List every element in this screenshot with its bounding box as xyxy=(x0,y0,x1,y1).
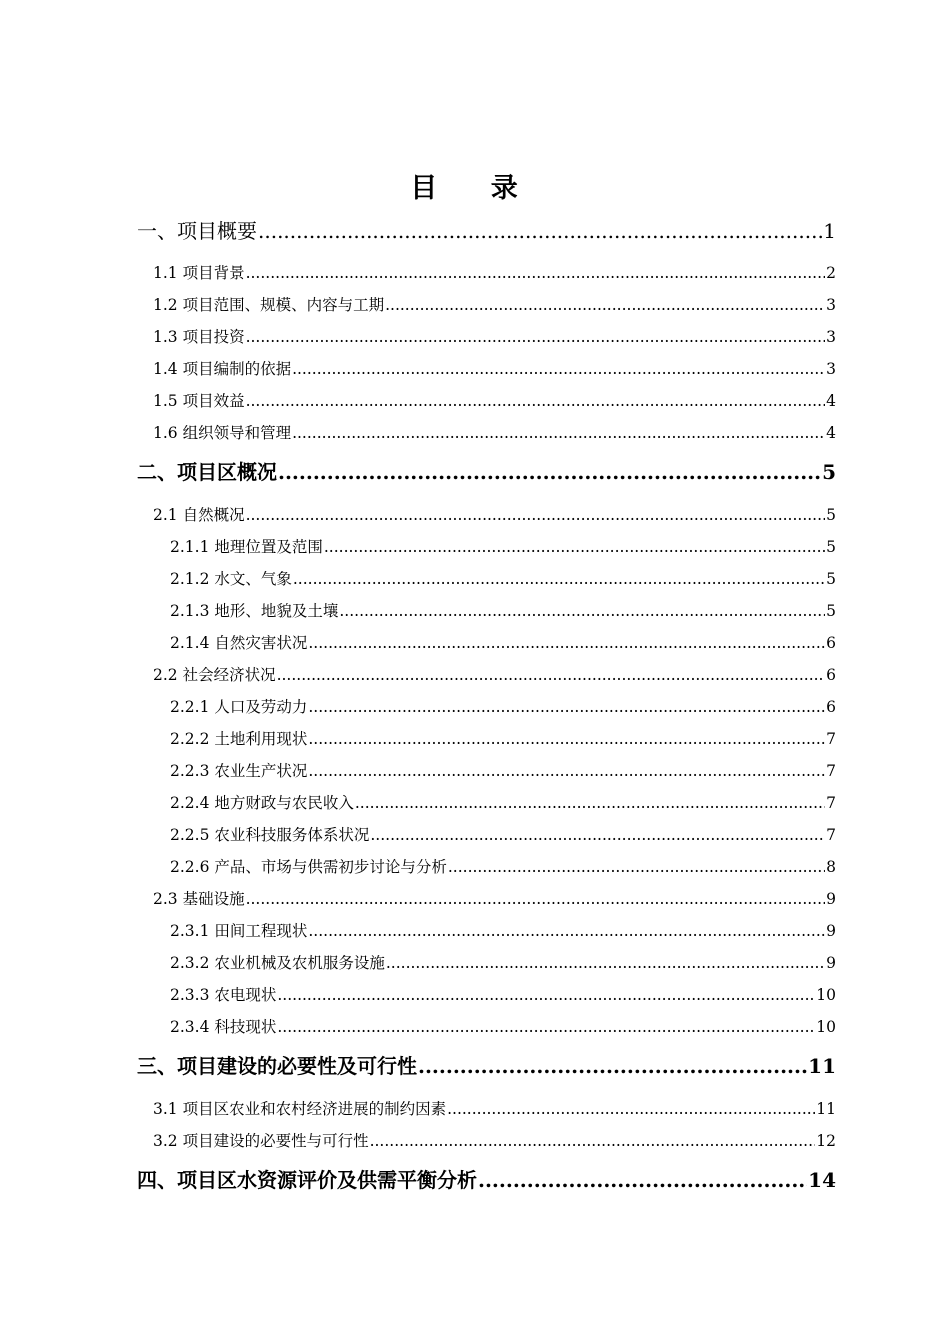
toc-dot-leader xyxy=(386,954,825,973)
toc-entry[interactable] xyxy=(170,922,836,941)
toc-entry[interactable] xyxy=(153,392,836,411)
toc-dot-leader xyxy=(246,506,826,525)
toc-entry-label: 2.1.1 地理位置及范围 xyxy=(170,538,323,556)
toc-entry[interactable] xyxy=(170,954,836,973)
toc-entry[interactable] xyxy=(170,986,836,1005)
toc-entry[interactable] xyxy=(153,296,836,315)
toc-dot-leader xyxy=(246,264,826,283)
toc-entry[interactable] xyxy=(170,602,836,621)
toc-entry-page-number: 5 xyxy=(826,506,836,524)
toc-entry-label: 2.2.5 农业科技服务体系状况 xyxy=(170,826,370,844)
toc-dot-leader xyxy=(324,538,825,557)
toc-entry-page-number: 11 xyxy=(808,1054,836,1078)
toc-entry-label: 2.3.3 农电现状 xyxy=(170,986,277,1004)
toc-entry[interactable] xyxy=(170,826,836,845)
toc-entry-label: 2.3.4 科技现状 xyxy=(170,1018,277,1036)
toc-entry-page-number: 11 xyxy=(816,1100,836,1118)
toc-entry-page-number: 10 xyxy=(816,1018,836,1036)
toc-entry[interactable] xyxy=(137,219,836,243)
toc-entry-page-number: 6 xyxy=(826,634,836,652)
toc-entry-label: 2.2.6 产品、市场与供需初步讨论与分析 xyxy=(170,858,447,876)
toc-entry[interactable] xyxy=(153,424,836,443)
toc-entry[interactable] xyxy=(153,1132,836,1151)
toc-entry[interactable] xyxy=(170,858,836,877)
toc-entry-label: 2.2.4 地方财政与农民收入 xyxy=(170,794,354,812)
toc-entry[interactable] xyxy=(137,460,836,484)
toc-dot-leader xyxy=(277,986,815,1005)
toc-entry[interactable] xyxy=(137,1054,836,1078)
toc-entry-page-number: 9 xyxy=(826,890,836,908)
toc-entry-label: 2.1.3 地形、地貌及土壤 xyxy=(170,602,339,620)
toc-entry[interactable] xyxy=(170,794,836,813)
toc-title: 目 录 xyxy=(410,173,540,204)
toc-entry-page-number: 7 xyxy=(826,794,836,812)
toc-entry-label: 2.3.1 田间工程现状 xyxy=(170,922,308,940)
toc-entry[interactable] xyxy=(170,634,836,653)
toc-entry[interactable] xyxy=(170,730,836,749)
toc-dot-leader xyxy=(246,392,826,411)
toc-entry[interactable] xyxy=(153,666,836,685)
toc-entry-label: 3.1 项目区农业和农村经济进展的制约因素 xyxy=(153,1100,447,1118)
toc-entry[interactable] xyxy=(153,1100,836,1119)
toc-entry-label: 1.5 项目效益 xyxy=(153,392,245,410)
toc-dot-leader xyxy=(448,858,825,877)
toc-dot-leader xyxy=(308,698,825,717)
toc-entry-page-number: 4 xyxy=(826,392,836,410)
toc-entry-label: 2.1 自然概况 xyxy=(153,506,245,524)
toc-entry-label: 二、项目区概况 xyxy=(137,460,277,484)
toc-entry-page-number: 3 xyxy=(826,328,836,346)
toc-dot-leader xyxy=(308,730,825,749)
toc-entry-page-number: 5 xyxy=(826,602,836,620)
toc-entry[interactable] xyxy=(153,328,836,347)
toc-entry[interactable] xyxy=(170,538,836,557)
toc-dot-leader xyxy=(370,1132,816,1151)
toc-dot-leader xyxy=(258,219,822,243)
toc-entry-page-number: 5 xyxy=(826,538,836,556)
toc-dot-leader xyxy=(418,1054,807,1078)
toc-entry-label: 2.2.1 人口及劳动力 xyxy=(170,698,308,716)
toc-entry-page-number: 7 xyxy=(826,762,836,780)
toc-dot-leader xyxy=(339,602,825,621)
toc-entry-label: 三、项目建设的必要性及可行性 xyxy=(137,1054,417,1078)
toc-entry-page-number: 12 xyxy=(816,1132,836,1150)
toc-entry[interactable] xyxy=(137,1168,836,1192)
toc-entry-page-number: 3 xyxy=(826,296,836,314)
toc-entry-page-number: 2 xyxy=(826,264,836,282)
toc-dot-leader xyxy=(308,762,825,781)
toc-entry-page-number: 9 xyxy=(826,922,836,940)
toc-entry-label: 1.2 项目范围、规模、内容与工期 xyxy=(153,296,385,314)
toc-entry-label: 1.1 项目背景 xyxy=(153,264,245,282)
toc-entry-page-number: 6 xyxy=(826,698,836,716)
toc-entry-label: 2.1.4 自然灾害状况 xyxy=(170,634,308,652)
toc-dot-leader xyxy=(246,890,826,909)
toc-entry-label: 2.2.2 土地利用现状 xyxy=(170,730,308,748)
toc-entry[interactable] xyxy=(153,506,836,525)
toc-dot-leader xyxy=(277,1018,815,1037)
toc-entry[interactable] xyxy=(153,264,836,283)
toc-entry-label: 2.1.2 水文、气象 xyxy=(170,570,292,588)
toc-entry-label: 2.2 社会经济状况 xyxy=(153,666,276,684)
toc-dot-leader xyxy=(277,666,826,685)
toc-entry-page-number: 3 xyxy=(826,360,836,378)
toc-dot-leader xyxy=(355,794,825,813)
toc-entry[interactable] xyxy=(170,570,836,589)
toc-entry-page-number: 14 xyxy=(808,1168,836,1192)
toc-entry-page-number: 6 xyxy=(826,666,836,684)
toc-entry-label: 1.6 组织领导和管理 xyxy=(153,424,292,442)
toc-entry-label: 2.2.3 农业生产状况 xyxy=(170,762,308,780)
toc-dot-leader xyxy=(308,634,825,653)
toc-entry-page-number: 5 xyxy=(826,570,836,588)
toc-dot-leader xyxy=(246,328,826,347)
toc-entry-label: 2.3 基础设施 xyxy=(153,890,245,908)
toc-entry[interactable] xyxy=(170,762,836,781)
toc-entry[interactable] xyxy=(153,360,836,379)
toc-entry-page-number: 4 xyxy=(826,424,836,442)
toc-entry-page-number: 7 xyxy=(826,730,836,748)
toc-dot-leader xyxy=(278,460,821,484)
toc-dot-leader xyxy=(478,1168,807,1192)
toc-dot-leader xyxy=(292,424,825,443)
toc-entry[interactable] xyxy=(153,890,836,909)
toc-entry-page-number: 10 xyxy=(816,986,836,1004)
toc-entry-page-number: 9 xyxy=(826,954,836,972)
toc-entry-label: 四、项目区水资源评价及供需平衡分析 xyxy=(137,1168,477,1192)
toc-dot-leader xyxy=(447,1100,815,1119)
toc-entry[interactable] xyxy=(170,698,836,717)
toc-entry-page-number: 7 xyxy=(826,826,836,844)
toc-entry[interactable] xyxy=(170,1018,836,1037)
toc-dot-leader xyxy=(292,360,825,379)
toc-dot-leader xyxy=(385,296,825,315)
toc-dot-leader xyxy=(370,826,825,845)
toc-entry-label: 2.3.2 农业机械及农机服务设施 xyxy=(170,954,385,972)
toc-entry-label: 1.3 项目投资 xyxy=(153,328,245,346)
toc-entry-label: 3.2 项目建设的必要性与可行性 xyxy=(153,1132,369,1150)
toc-dot-leader xyxy=(293,570,825,589)
toc-entry-page-number: 1 xyxy=(823,219,836,243)
toc-entry-page-number: 8 xyxy=(826,858,836,876)
toc-dot-leader xyxy=(308,922,825,941)
toc-entry-page-number: 5 xyxy=(822,460,836,484)
toc-entry-label: 1.4 项目编制的依据 xyxy=(153,360,292,378)
toc-entry-label: 一、项目概要 xyxy=(137,219,257,243)
